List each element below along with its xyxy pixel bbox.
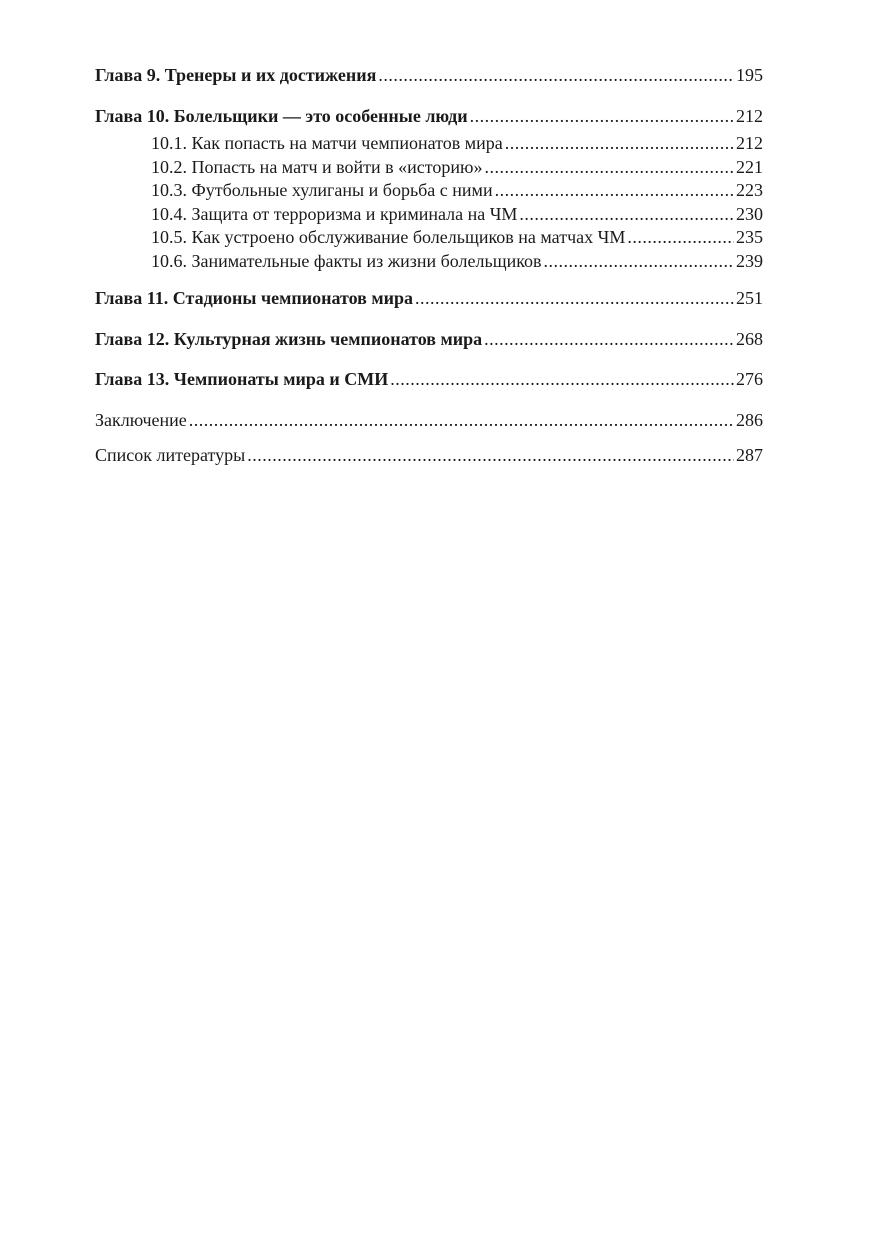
toc-entry-title: 10.2. Попасть на матч и войти в «историю» — [151, 156, 483, 177]
toc-entry-section-10-1 — [95, 132, 763, 156]
toc-entry-title: Список литературы — [95, 445, 246, 465]
toc-dot-leader — [485, 156, 735, 180]
toc-entry-page: 251 — [736, 288, 763, 308]
toc-entry-page: 268 — [736, 328, 763, 349]
toc-entry-chapter-9 — [95, 64, 763, 88]
table-of-contents — [95, 64, 763, 468]
toc-dot-leader — [544, 250, 734, 274]
toc-dot-leader — [470, 105, 734, 129]
toc-dot-leader — [627, 226, 734, 250]
toc-entry-page: 221 — [736, 156, 763, 177]
toc-entry-title: Глава 11. Стадионы чемпионатов мира — [95, 288, 414, 308]
toc-entry-page: 195 — [736, 65, 763, 85]
toc-entry-chapter-12 — [95, 328, 763, 352]
toc-entry-title: Глава 9. Тренеры и их достижения — [95, 65, 377, 85]
toc-dot-leader — [390, 368, 734, 392]
toc-entry-section-10-3 — [95, 179, 763, 203]
toc-entry-title: Глава 12. Культурная жизнь чемпионатов мира — [95, 328, 483, 349]
toc-entry-page: 239 — [736, 250, 763, 271]
toc-entry-page: 287 — [736, 445, 763, 465]
toc-entry-chapter-11 — [95, 287, 763, 311]
toc-entry-title: Глава 10. Болельщики — это особенные люди — [95, 105, 468, 126]
toc-entry-title: 10.5. Как устроено обслуживание болельщиков на матчах ЧМ — [151, 227, 626, 247]
toc-entry-page: 212 — [736, 105, 763, 126]
toc-entry-chapter-13 — [95, 368, 763, 392]
toc-entry-title: 10.6. Занимательные факты из жизни болельщиков — [151, 250, 542, 271]
toc-dot-leader — [378, 64, 734, 88]
toc-entry-title: Заключение — [95, 409, 187, 430]
toc-entry-bibliography — [95, 444, 763, 468]
toc-entry-section-10-2 — [95, 156, 763, 180]
toc-dot-leader — [189, 409, 734, 433]
toc-entry-page: 212 — [736, 133, 763, 153]
toc-dot-leader — [505, 132, 734, 156]
toc-dot-leader — [495, 179, 734, 203]
toc-dot-leader — [484, 328, 734, 352]
toc-entry-section-10-5 — [95, 226, 763, 250]
toc-entry-title: 10.1. Как попасть на матчи чемпионатов мира — [151, 133, 503, 153]
toc-entry-page: 230 — [736, 203, 763, 224]
toc-entry-page: 235 — [736, 227, 763, 247]
toc-entry-title: Глава 13. Чемпионаты мира и СМИ — [95, 369, 389, 389]
toc-entry-title: 10.4. Защита от терроризма и криминала на ЧМ — [151, 203, 518, 224]
toc-entry-section-10-6 — [95, 250, 763, 274]
toc-dot-leader — [415, 287, 734, 311]
toc-dot-leader — [247, 444, 734, 468]
toc-entry-page: 286 — [736, 409, 763, 430]
toc-entry-title: 10.3. Футбольные хулиганы и борьба с ними — [151, 180, 493, 200]
toc-entry-section-10-4 — [95, 203, 763, 227]
toc-dot-leader — [519, 203, 734, 227]
toc-entry-conclusion — [95, 409, 763, 433]
toc-entry-page: 223 — [736, 180, 763, 200]
toc-entry-chapter-10 — [95, 105, 763, 129]
toc-entry-page: 276 — [736, 369, 763, 389]
